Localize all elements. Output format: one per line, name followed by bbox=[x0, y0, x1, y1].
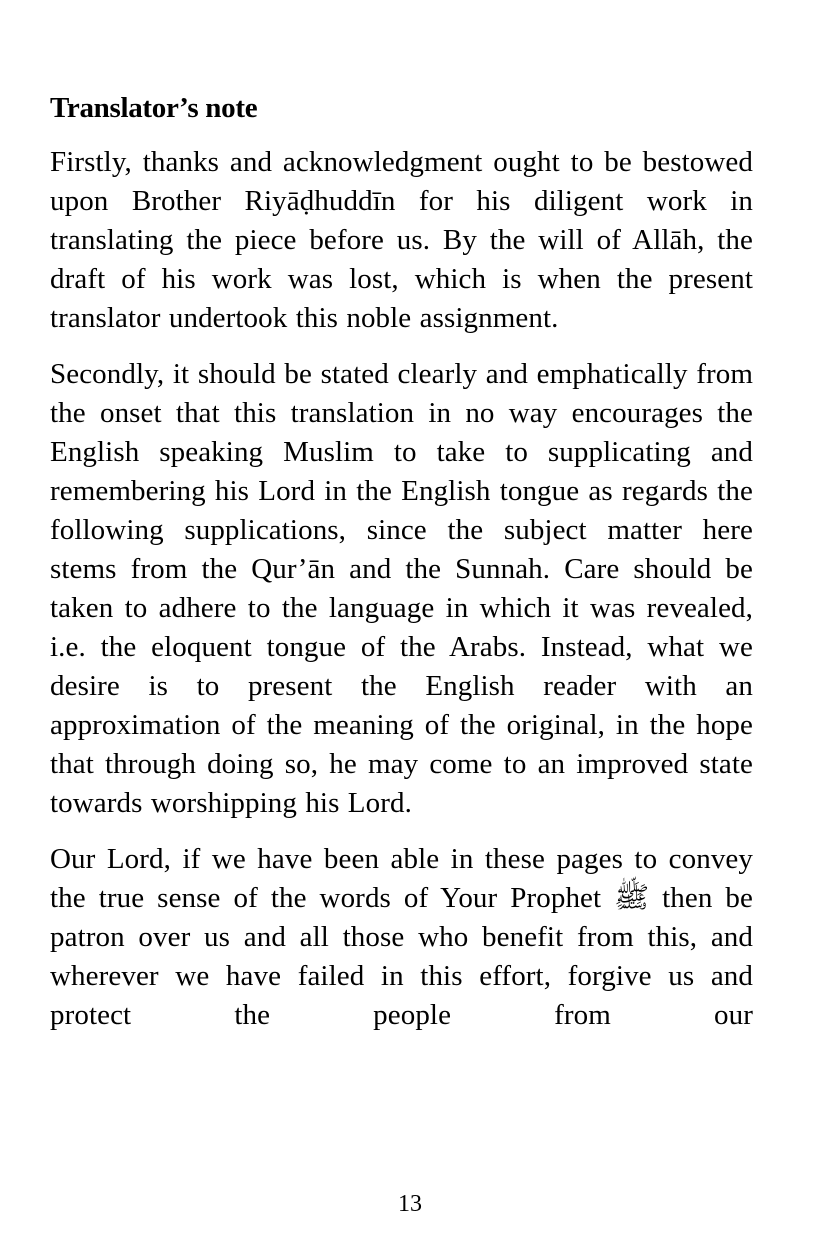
paragraph-1: Firstly, thanks and acknowledgment ought to be bestowed upon Brother Riyāḍhuddīn for his diligent work in translating the piece before us. By the will of Allāh, the draft of his work was lost, which is when the present translator undertook this noble assignment. bbox=[50, 146, 753, 334]
paragraph-2: Secondly, it should be stated clearly and emphatically from the onset that this translation in no way encourages the English speaking Muslim to take to supplicating and remembering his Lord in the English tongue as regards the following supplications, since the subject matter here stems from the Qur’ān and the Sunnah. Care should be taken to adhere to the language in which it was revealed, i.e. the eloquent tongue of the Arabs. Instead, what we desire is to present the English reader with an approximation of the meaning of the original, in the hope that through doing so, he may come to an improved state towards worshipping his Lord. bbox=[50, 358, 753, 819]
section-heading: Translator’s note bbox=[50, 92, 258, 124]
page-number: 13 bbox=[398, 1191, 422, 1217]
paragraph-3: Our Lord, if we have been able in these pages to convey the true sense of the words of Your Prophet ﷺ then be patron over us and all those who benefit from this, and wherever we have failed in this effort, forgive us and protect the people from our bbox=[50, 843, 753, 1031]
page-body bbox=[50, 88, 753, 1052]
